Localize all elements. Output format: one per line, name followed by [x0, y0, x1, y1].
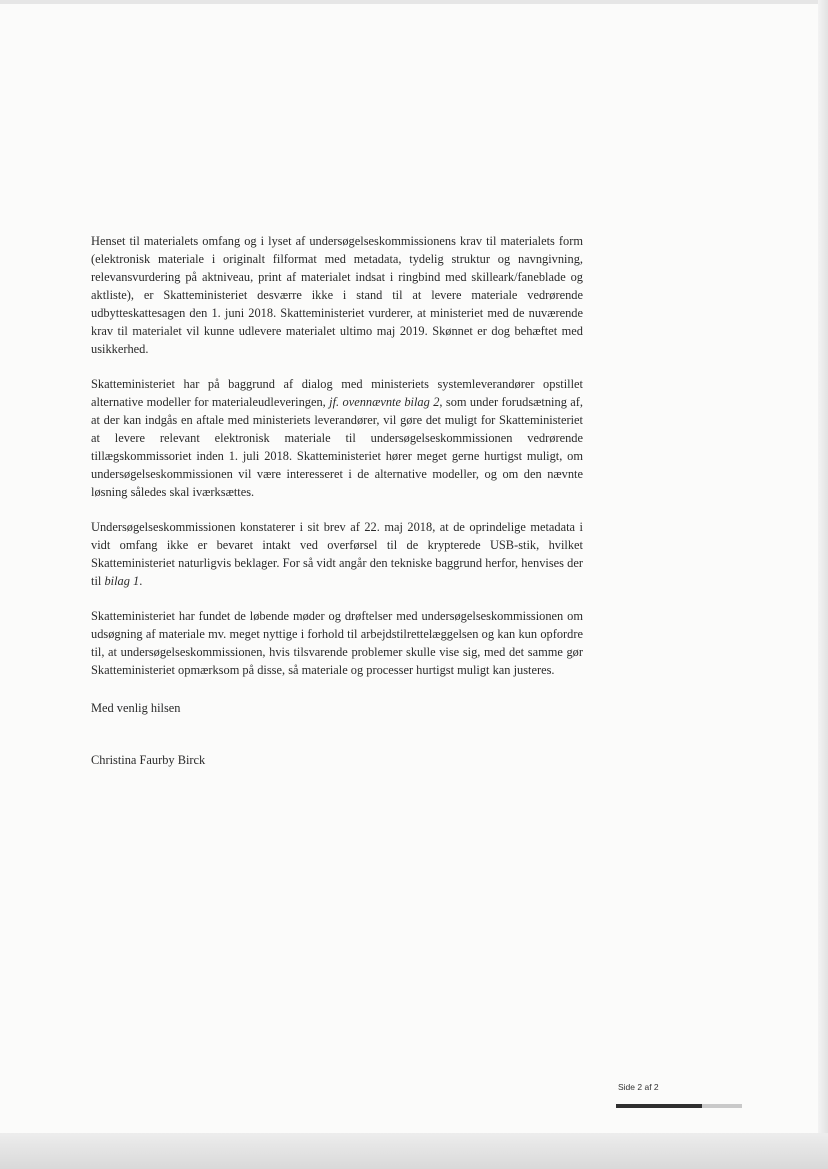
scan-edge-right: [818, 0, 828, 1169]
page-number: Side 2 af 2: [618, 1082, 659, 1092]
signature-name: Christina Faurby Birck: [91, 753, 206, 767]
paragraph-3-part-2: .: [139, 574, 143, 588]
paragraph-3-reference: bilag 1: [104, 574, 140, 588]
paragraph-2-part-2: , som under forudsætning af, at der kan indgås en aftale med ministeriets leverandører, vil gøre det muligt for Skatteministeriet at levere relevant elektronisk materiale til undersøgelseskommissionen vedrørende tillægskommissoriet inden 1. juli 2018. Skatteministeriet hører meget gerne hurtigst muligt, om undersøgelseskommissionen vil være interesseret i de alternative modeller, og om den nævnte løsning således skal iværksættes.: [91, 395, 583, 499]
closing-greeting: Med venlig hilsen: [91, 701, 181, 715]
paragraph-2-reference: jf. ovennævnte bilag 2: [329, 395, 440, 409]
scan-edge-top: [0, 0, 828, 4]
scan-edge-bottom: [0, 1133, 828, 1169]
page-progress-bar: [616, 1104, 742, 1108]
paragraph-2: [91, 375, 583, 501]
paragraph-4: Skatteministeriet har fundet de løbende møder og drøftelser med undersøgelseskommissionen om udsøgning af materiale mv. meget nyttige i forhold til arbejdstilrettelæggelsen og kan kun opfordre til, at undersøgelseskommissionen, hvis tilsvarende problemer skulle vise sig, med det samme gør Skatteministeriet opmærksom på disse, så materiale og processer hurtigst muligt kan justeres.: [91, 609, 583, 677]
paragraph-2-part-1: Skatteministeriet har på baggrund af dialog med ministeriets systemleverandører opstillet alternative modeller for materialeudleveringen,: [91, 377, 583, 409]
page-progress-fill: [616, 1104, 702, 1108]
paragraph-3: [91, 518, 583, 590]
paragraph-3-part-1: Undersøgelseskommissionen konstaterer i sit brev af 22. maj 2018, at de oprindelige metadata i vidt omfang ikke er bevaret intakt ved overførsel til de krypterede USB-stik, hvilket Skatteministeriet naturligvis beklager. For så vidt angår den tekniske baggrund herfor, henvises der til: [91, 520, 583, 588]
paragraph-1: Henset til materialets omfang og i lyset af undersøgelseskommissionens krav til materialets form (elektronisk materiale i originalt filformat med metadata, tydelig struktur og navngivning, relevansvurdering på aktniveau, print af materialet indsat i ringbind med skilleark/faneblade og aktliste), er Skatteministeriet desværre ikke i stand til at levere materiale vedrørende udbytteskattesagen den 1. juni 2018. Skatteministeriet vurderer, at ministeriet med de nuværende krav til materialet vil kunne udlevere materialet ultimo maj 2019. Skønnet er dog behæftet med usikkerhed.: [91, 234, 583, 356]
letter-body: [91, 232, 583, 769]
